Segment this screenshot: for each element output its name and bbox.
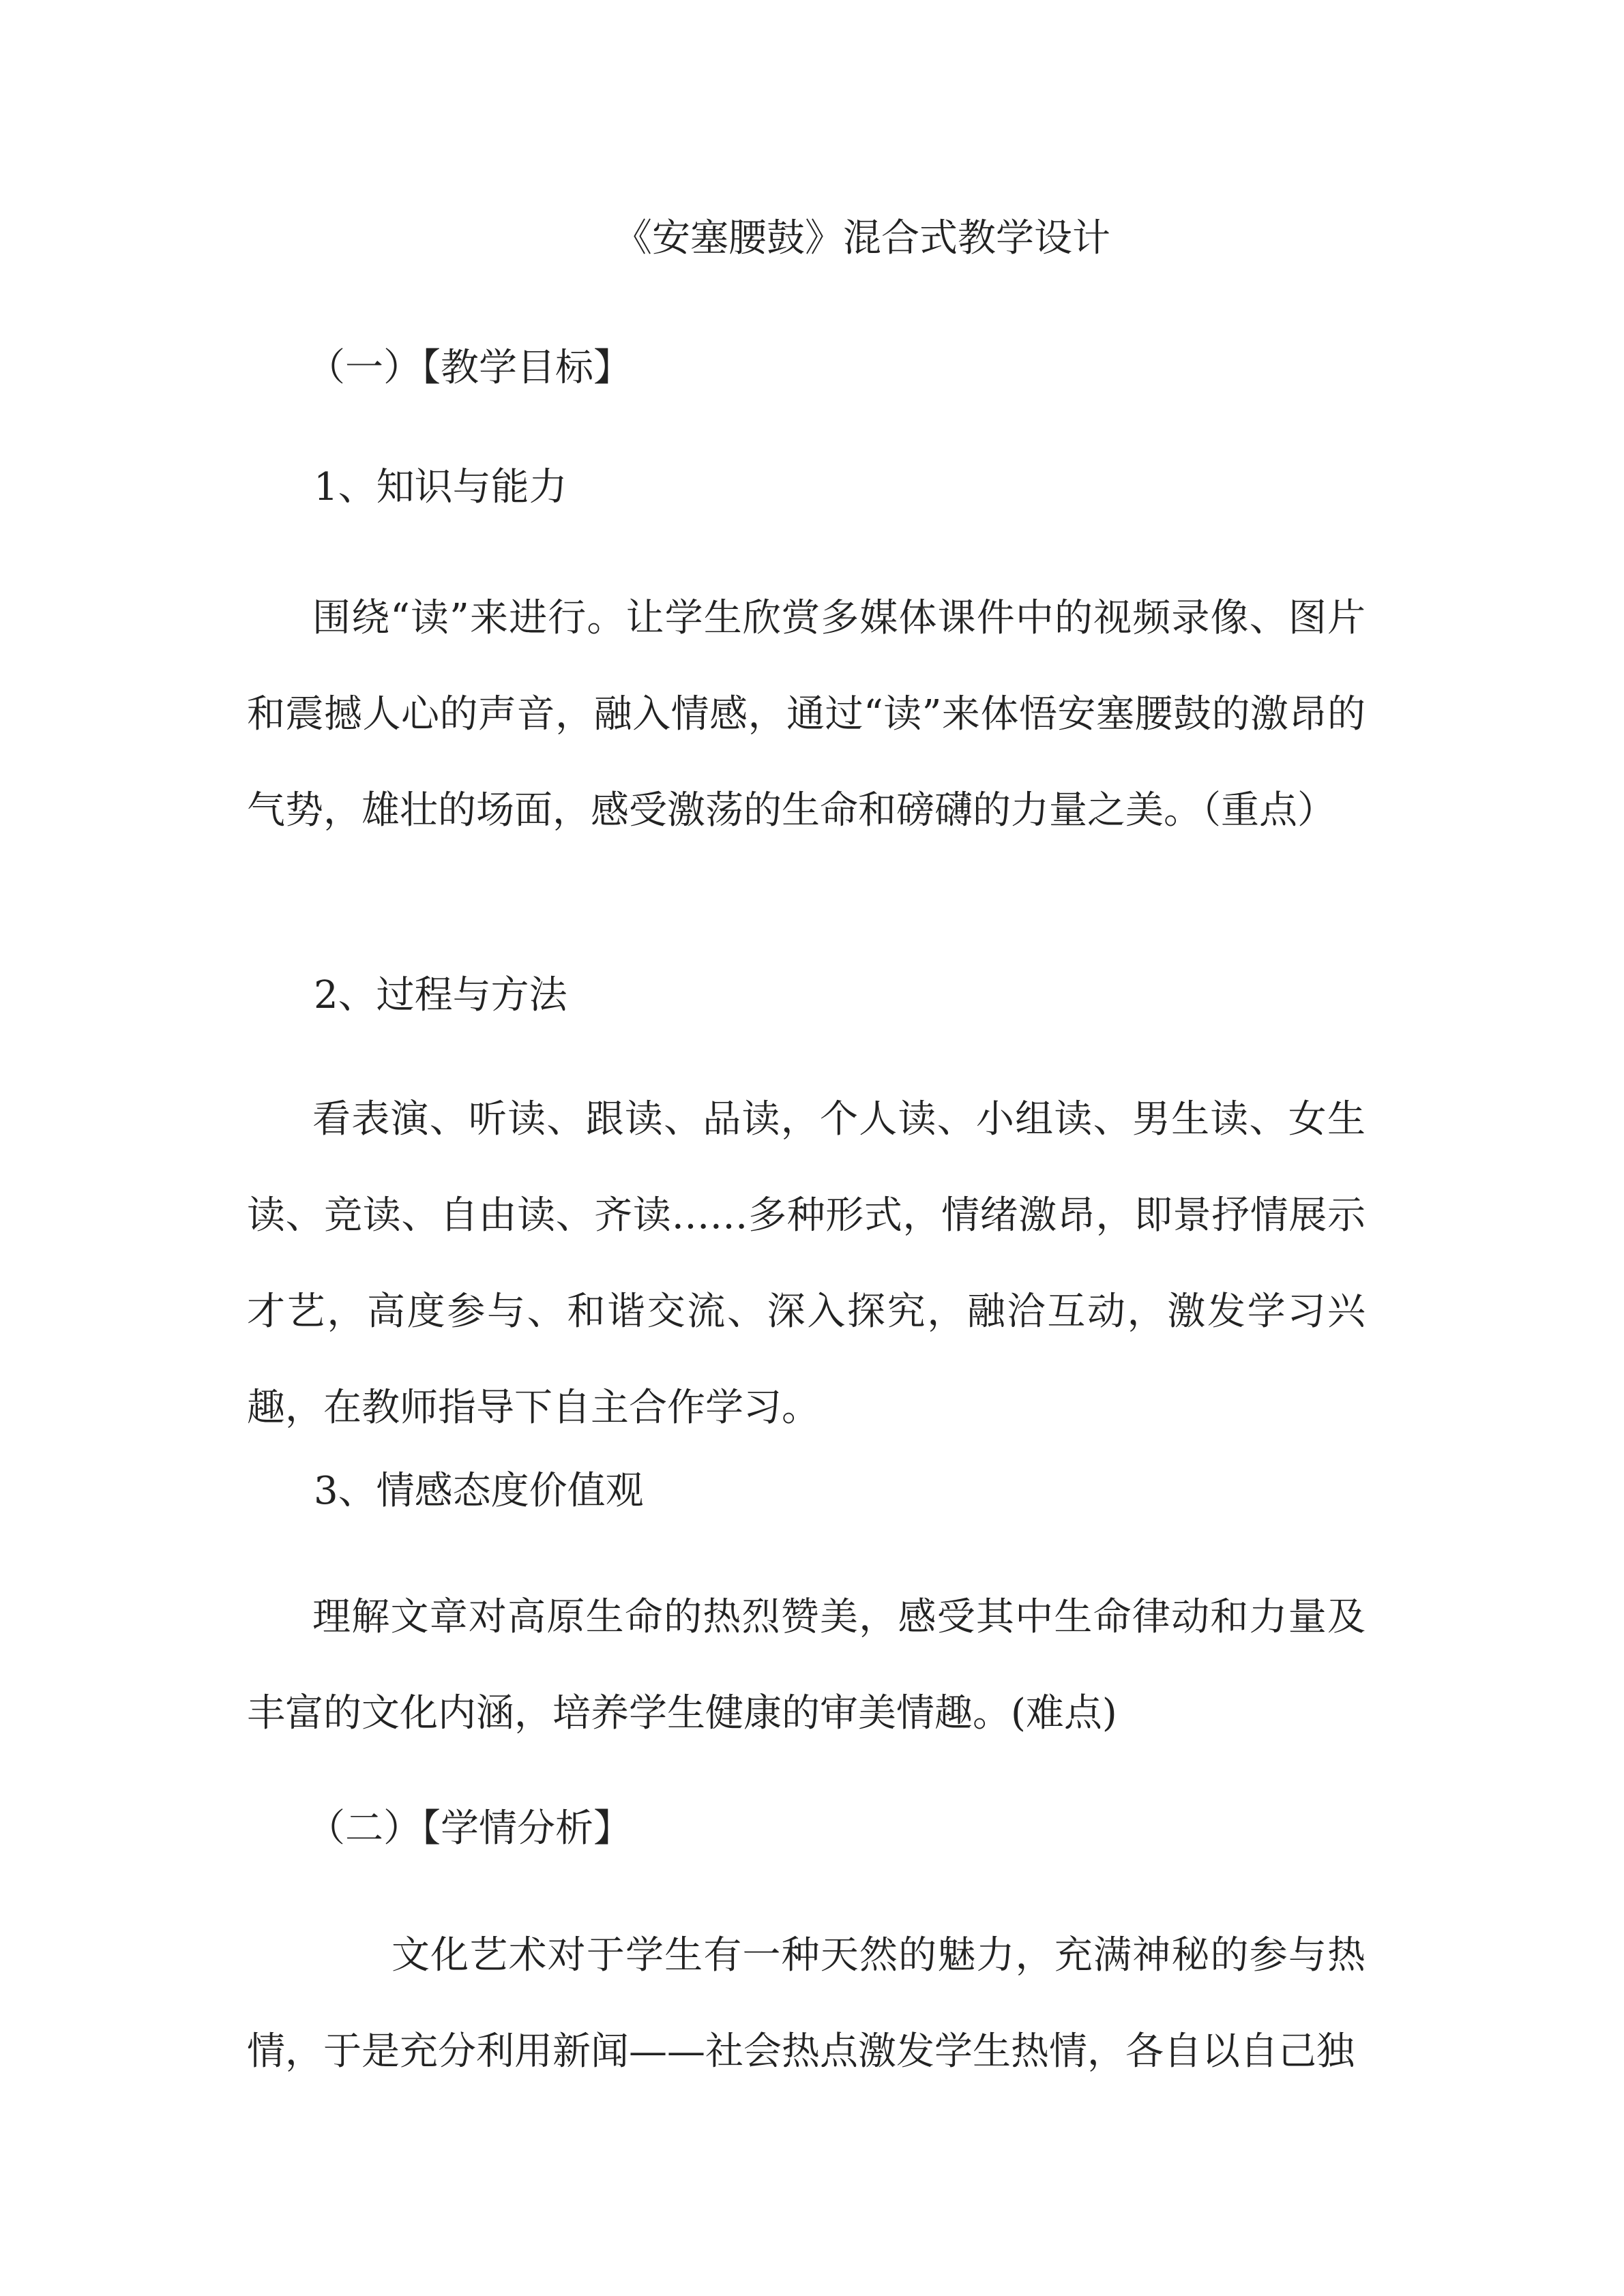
paragraph-process-method: 看表演、听读、跟读、品读，个人读、小组读、男生读、女生读、竞读、自由读、齐读……多种形式，情绪激昂，即景抒情展示才艺，高度参与、和谐交流、深入探究，融洽互动，激发学习兴趣，在教师指导下自主合作学习。 <box>247 1097 1365 1430</box>
paragraph-emotion-values: 理解文章对高原生命的热烈赞美，感受其中生命律动和力量及丰富的文化内涵，培养学生健康的审美情趣。(难点) <box>247 1595 1365 1735</box>
section-heading-learner-analysis: （二）【学情分析】 <box>307 1806 632 1851</box>
paragraph-knowledge-ability: 围绕“读”来进行。让学生欣赏多媒体课件中的视频录像、图片和震撼人心的声音，融入情感，通过“读”来体悟安塞腰鼓的激昂的气势，雄壮的场面，感受激荡的生命和磅礴的力量之美。（重点） <box>247 596 1365 833</box>
paragraph-learner-analysis: 文化艺术对于学生有一种天然的魅力，充满神秘的参与热情，于是充分利用新闻——社会热点激发学生热情，各自以自己独 <box>247 1933 1365 2074</box>
section-heading-teaching-goals: （一）【教学目标】 <box>307 346 632 390</box>
document-title: 《安塞腰鼓》混合式教学设计 <box>614 216 1110 260</box>
subheading-emotion-values: 3、情感态度价值观 <box>314 1469 644 1513</box>
subheading-knowledge-ability: 1、知识与能力 <box>314 465 567 509</box>
subheading-process-method: 2、过程与方法 <box>314 973 567 1017</box>
